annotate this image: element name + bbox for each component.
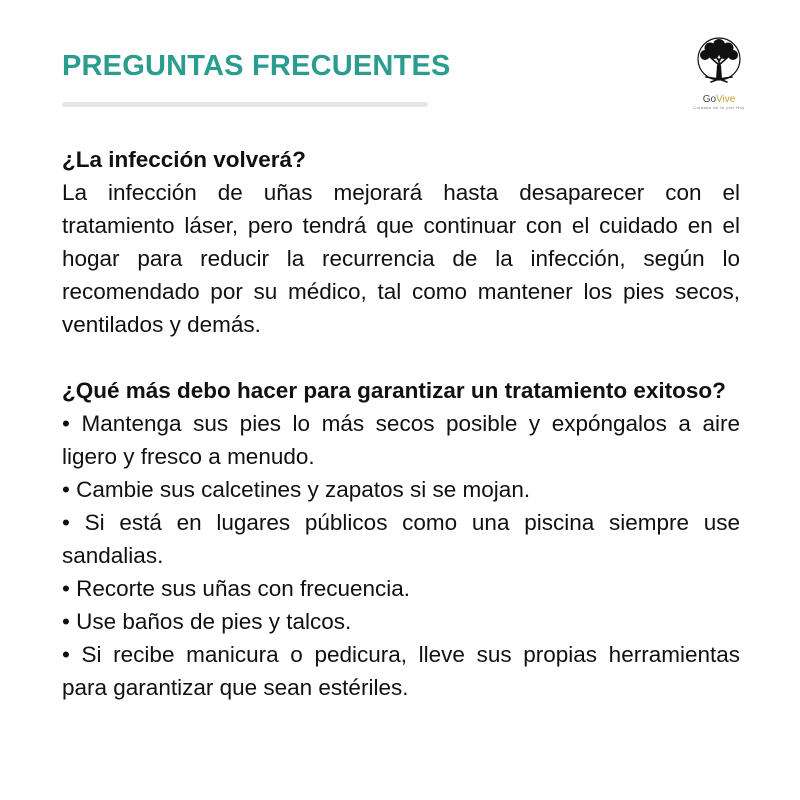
faq-bullet: • Recorte sus uñas con frecuencia. — [62, 576, 411, 601]
faq-item-1 — [62, 143, 740, 341]
faq-bullet: • Use baños de pies y talcos. — [62, 609, 352, 634]
brand-name-accent: Vive — [716, 94, 736, 105]
tree-of-life-icon — [694, 35, 744, 93]
faq-bullet: • Cambie sus calcetines y zapatos si se mojan. — [62, 477, 531, 502]
brand-name — [690, 94, 748, 105]
faq-question-1: ¿La infección volverá? — [62, 147, 306, 172]
brand-name-prefix: Go — [702, 94, 717, 105]
faq-item-2 — [62, 374, 740, 704]
brand-logo — [690, 35, 748, 123]
page-title: PREGUNTAS FRECUENTES — [62, 50, 451, 82]
brand-tagline: Cuidado de tu piel Hoy — [693, 105, 745, 110]
faq-bullet: • Mantenga sus pies lo más secos posible y expóngalos a aire ligero y fresco a menudo. — [62, 411, 740, 469]
faq-bullet: • Si está en lugares públicos como una piscina siempre use sandalias. — [62, 510, 740, 568]
faq-bullet: • Si recibe manicura o pedicura, lleve sus propias herramientas para garantizar que sean estériles. — [62, 642, 740, 700]
faq-answer-1: La infección de uñas mejorará hasta desaparecer con el tratamiento láser, pero tendrá que continuar con el cuidado en el hogar para reducir la recurrencia de la infección, según lo recomendado por su médico, tal como mantener los pies secos, ventilados y demás. — [62, 180, 740, 337]
faq-content — [62, 143, 740, 704]
title-divider — [62, 102, 428, 107]
faq-question-2: ¿Qué más debo hacer para garantizar un tratamiento exitoso? — [62, 378, 726, 403]
section-spacer — [62, 341, 740, 374]
